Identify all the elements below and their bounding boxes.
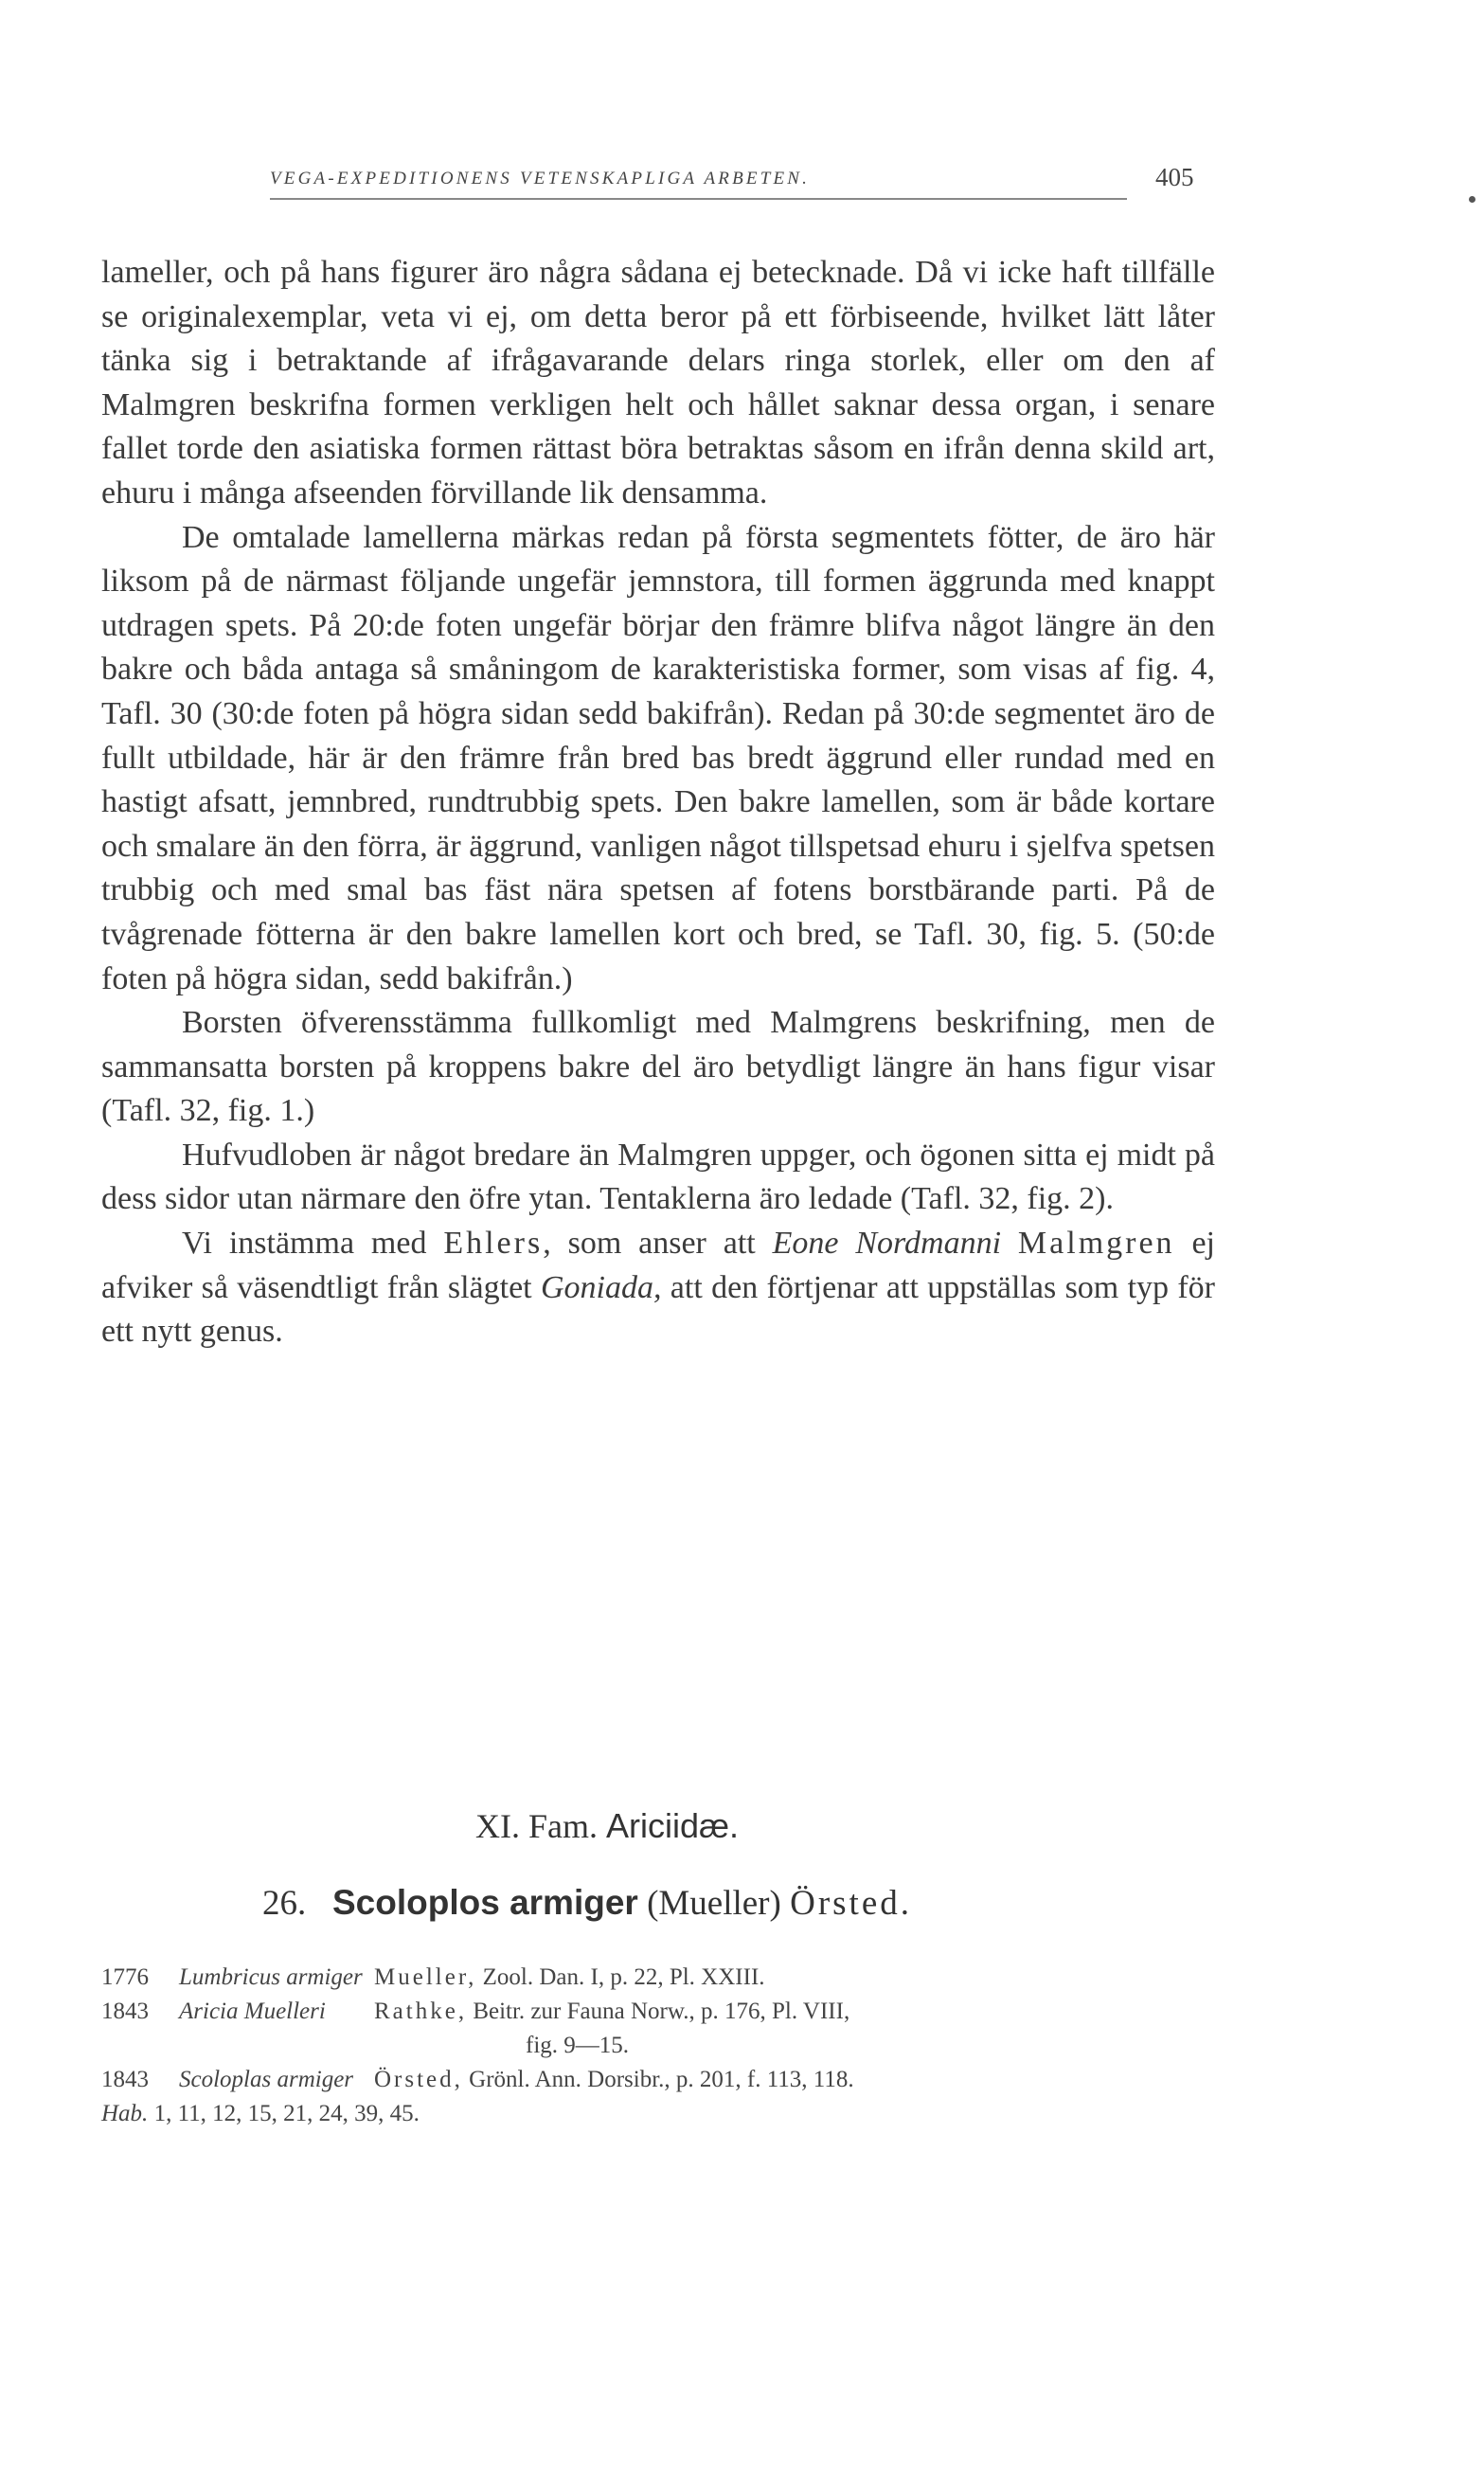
paragraph-4: Hufvudloben är något bredare än Malmgren uppger, och ögonen sitta ej midt på dess sidor utan närmare den öfre ytan. Tentaklerna äro ledade (Tafl. 32, fig. 2). <box>101 1137 1215 1217</box>
page-number: 405 <box>1155 163 1194 191</box>
taxon-eone-nordmanni: Eone Nordmanni <box>772 1226 1002 1262</box>
species-authority: Örsted. <box>790 1884 912 1923</box>
author-malmgren: Malmgren <box>1017 1226 1175 1262</box>
body-text <box>101 251 1215 1354</box>
species-name: Scoloplos armiger <box>332 1883 638 1922</box>
synonymy-year: 1843 <box>101 1999 149 2024</box>
family-numeral: XI. <box>475 1807 520 1845</box>
margin-dot <box>1469 196 1475 203</box>
synonymy-name: Scoloplas armiger <box>179 2067 354 2092</box>
header-rule <box>270 198 1127 200</box>
synonymy-citation: Zool. Dan. I, p. 22, Pl. XXIII. <box>482 1964 765 1990</box>
habitat-value: 1, 11, 12, 15, 21, 24, 39, 45. <box>153 2101 420 2126</box>
p5-text-c: , som anser att <box>543 1226 773 1262</box>
p5-text-a: Vi instämma med <box>182 1226 444 1262</box>
paragraph-5 <box>101 1222 1215 1354</box>
synonymy-citation: Beitr. zur Fauna Norw., p. 176, Pl. VIII, <box>473 1999 850 2024</box>
paragraph-1: lameller, och på hans figurer äro några sådana ej betecknade. Då vi icke haft tillfälle se originalexemplar, veta vi ej, om detta beror på ett förbiseende, hvilket lätt låter tänka sig i betraktande af ifrågavarande delars ringa storlek, eller om den af Malmgren beskrifna formen verkligen helt och hållet saknar dessa organ, i senare fallet torde den asiatiska formen rättast böra betraktas såsom en ifrån denna skild art, ehuru i många afseenden förvillande lik densamma. <box>101 255 1215 511</box>
synonymy-entry <box>101 1995 1219 2029</box>
habitat-label: Hab. <box>101 2101 149 2126</box>
paragraph-2: De omtalade lamellerna märkas redan på första segmentets fötter, de äro här liksom på de närmast följande ungefär jemnstora, till formen äggrunda med knappt utdragen spets. På 20:de foten ungefär börjar den främre blifva något längre än den bakre och båda antaga så småningom de karakteristiska former, som visas af fig. 4, Tafl. 30 (30:de foten på högra sidan sedd bakifrån). Redan på 30:de segmentet äro de fullt utbildade, här är den främre från bred bas bredt äggrund eller rundad med en hastigt afsatt, jemnbred, rundtrubbig spets. Den bakre lamellen, som är både kortare och smalare än den förra, är äggrund, vanligen något tillspetsad ehuru i sjelfva spetsen trubbig och med smal bas fäst nära spetsen af fotens borstbärande parti. På de tvågrenade fötterna är den bakre lamellen kort och bred, se Tafl. 30, fig. 5. (50:de foten på högra sidan, sedd bakifrån.) <box>101 519 1215 996</box>
paragraph-3: Borsten öfverensstämma fullkomligt med Malmgrens beskrifning, men de sammansatta borsten på kroppens bakre del äro betydligt längre än hans figur visar (Tafl. 32, fig. 1.) <box>101 1005 1215 1129</box>
running-title: VEGA-EXPEDITIONENS VETENSKAPLIGA ARBETEN. <box>270 169 811 188</box>
synonymy-name: Aricia Muelleri <box>179 1999 326 2024</box>
synonymy-entry <box>101 2063 1219 2097</box>
synonymy-year: 1843 <box>101 2067 149 2092</box>
synonymy-continuation: fig. 9—15. <box>526 2033 630 2058</box>
family-fam-word: Fam. <box>528 1807 599 1845</box>
synonymy-author: Örsted, <box>374 2067 463 2092</box>
p5-text-g: ej afviker så väsendtligt från slägtet <box>101 1226 1215 1305</box>
synonymy-author: Rathke, <box>374 1999 468 2024</box>
synonymy-author: Mueller, <box>374 1964 477 1990</box>
synonymy-reference <box>374 2063 854 2097</box>
synonymy-citation: Grönl. Ann. Dorsibr., p. 201, f. 113, 118. <box>469 2067 854 2092</box>
synonymy-entry <box>101 1961 1219 1995</box>
species-authority-paren: (Mueller) <box>647 1884 781 1923</box>
synonymy-reference <box>374 1995 849 2029</box>
taxon-goniada: Goniada, <box>540 1269 662 1305</box>
synonymy-list <box>101 1961 1219 2131</box>
species-heading <box>262 1883 912 1924</box>
p5-text-i: att den förtjenar att uppställas som typ för ett nytt genus. <box>101 1269 1216 1350</box>
author-ehlers: Ehlers <box>443 1226 544 1262</box>
p5-text-e <box>1001 1226 1018 1261</box>
synonymy-name: Lumbricus armiger <box>179 1964 363 1990</box>
family-heading <box>475 1806 739 1846</box>
family-name: Ariciidæ. <box>606 1806 740 1845</box>
synonymy-year: 1776 <box>101 1964 149 1990</box>
species-number: 26. <box>262 1884 307 1923</box>
synonymy-reference <box>374 1961 765 1995</box>
habitat-line <box>101 2097 1219 2131</box>
